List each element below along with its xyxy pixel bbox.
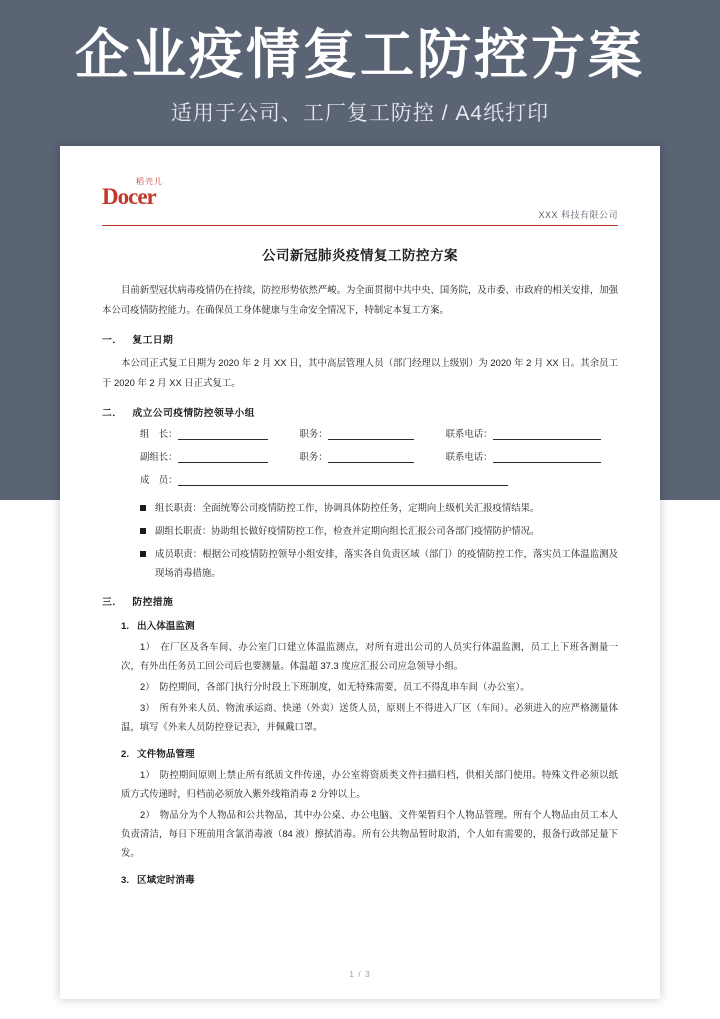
deputy-duty-label: 职务： [299,451,328,462]
document-sheet [60,146,660,999]
measure-heading-3 [102,872,618,886]
logo-text: Docer [102,184,156,209]
measure-title-3: 区域定时消毒 [137,875,195,886]
bullet-text: 组长职责：全面统筹公司疫情防控工作，协调具体防控任务，定期向上级机关汇报疫情结果。 [155,502,540,513]
deputy-phone-line[interactable] [493,452,601,463]
company-name: XXX 科技有限公司 [538,210,618,220]
deputy-phone-label: 联系电话： [445,451,493,462]
section-heading-1 [102,332,618,346]
bullet-text: 副组长职责：协助组长做好疫情防控工作，检查并定期向组长汇报公司各部门疫情防护情况。 [155,525,540,536]
banner-subtitle: 适用于公司、工厂复工防控 / A4纸打印 [170,102,550,125]
square-bullet-icon [140,528,146,534]
form-row-deputy [102,449,618,463]
measure-heading-1 [102,618,618,632]
leader-name-line[interactable] [178,429,268,440]
responsibility-list [102,498,618,582]
measure-number-2: 2. [121,749,130,760]
section-number-3: 三． [102,597,123,608]
leader-label: 组 长： [140,428,178,439]
members-line[interactable] [178,475,508,486]
leader-duty-label: 职务： [299,428,328,439]
page-number: 1 / 3 [349,969,371,979]
measure-number-3: 3. [121,875,130,886]
measure-title-1: 出入体温监测 [137,621,195,632]
section-heading-3 [102,594,618,608]
list-item [102,521,618,540]
section-title-3: 防控措施 [132,597,174,608]
deputy-duty-line[interactable] [328,452,414,463]
document-header [102,177,618,226]
deputy-name-line[interactable] [178,452,268,463]
measure-heading-2 [102,746,618,760]
section-title-1: 复工日期 [132,335,174,346]
measure-number-1: 1. [121,621,130,632]
leader-phone-line[interactable] [493,429,601,440]
docer-logo [102,177,212,216]
bullet-text: 成员职责：根据公司疫情防控领导小组安排，落实各自负责区域（部门）的疫情防控工作，落实员工体温监测及现场消毒措施。 [155,548,618,578]
deputy-label: 副组长： [140,451,178,462]
leader-phone-label: 联系电话： [445,428,493,439]
form-row-members [102,472,618,486]
section-1-body: 本公司正式复工日期为 2020 年 2 月 XX 日，其中高层管理人员（部门经理以上级别）为 2020 年 2 月 XX 日。其余员工于 2020 年 2 月 XX 日正式复工。 [102,357,618,388]
section-number-2: 二． [102,408,123,419]
section-number-1: 一． [102,335,123,346]
square-bullet-icon [140,551,146,557]
measure-2-item-1: 1） 防控期间原则上禁止所有纸质文件传递，办公室将资质类文件扫描归档，供相关部门使用。特殊文件必须以纸质方式传递时，归档前必须放入紫外线箱消毒 2 分钟以上。 [121,769,618,799]
form-row-leader [102,426,618,440]
measure-2-item-2: 2） 物品分为个人物品和公共物品，其中办公桌、办公电脑、文件架暂归个人物品管理。所有个人物品由员工本人负责清洁，每日下班前用含氯消毒液（84 液）擦拭消毒。所有公共物品暂时取消，个人如有需要的，报备行政部足量下发。 [121,809,618,858]
list-item [102,544,618,582]
banner-title: 企业疫情复工防控方案 [75,25,645,85]
leader-duty-line[interactable] [328,429,414,440]
section-title-2: 成立公司疫情防控领导小组 [132,408,255,419]
measure-1-item-3: 3） 所有外来人员、物流承运商、快递（外卖）送货人员，原则上不得进入厂区（车间）。必须进入的应严格测量体温，填写《外来人员防控登记表》，并佩戴口罩。 [121,702,618,732]
measure-1-item-1: 1） 在厂区及各车间、办公室门口建立体温监测点，对所有进出公司的人员实行体温监测，员工上下班各测量一次，有外出任务员工回公司后也要测量。体温超 37.3 度应汇报公司应急领导小组。 [121,641,618,671]
document-title: 公司新冠肺炎疫情复工防控方案 [262,248,458,263]
square-bullet-icon [140,505,146,511]
measure-1-item-2: 2） 防控期间，各部门执行分时段上下班制度，如无特殊需要，员工不得乱串车间（办公室）。 [140,681,530,692]
list-item [102,498,618,517]
measure-title-2: 文件物品管理 [137,749,195,760]
intro-paragraph: 目前新型冠状病毒疫情仍在持续，防控形势依然严峻。为全面贯彻中共中央、国务院，及市委、市政府的相关安排，加强本公司疫情防控能力。在确保员工身体健康与生命安全情况下，特制定本复工方案。 [102,284,618,315]
section-heading-2 [102,405,618,419]
members-label: 成 员： [140,474,178,485]
logo-cn-text: 稻壳儿 [136,177,163,186]
